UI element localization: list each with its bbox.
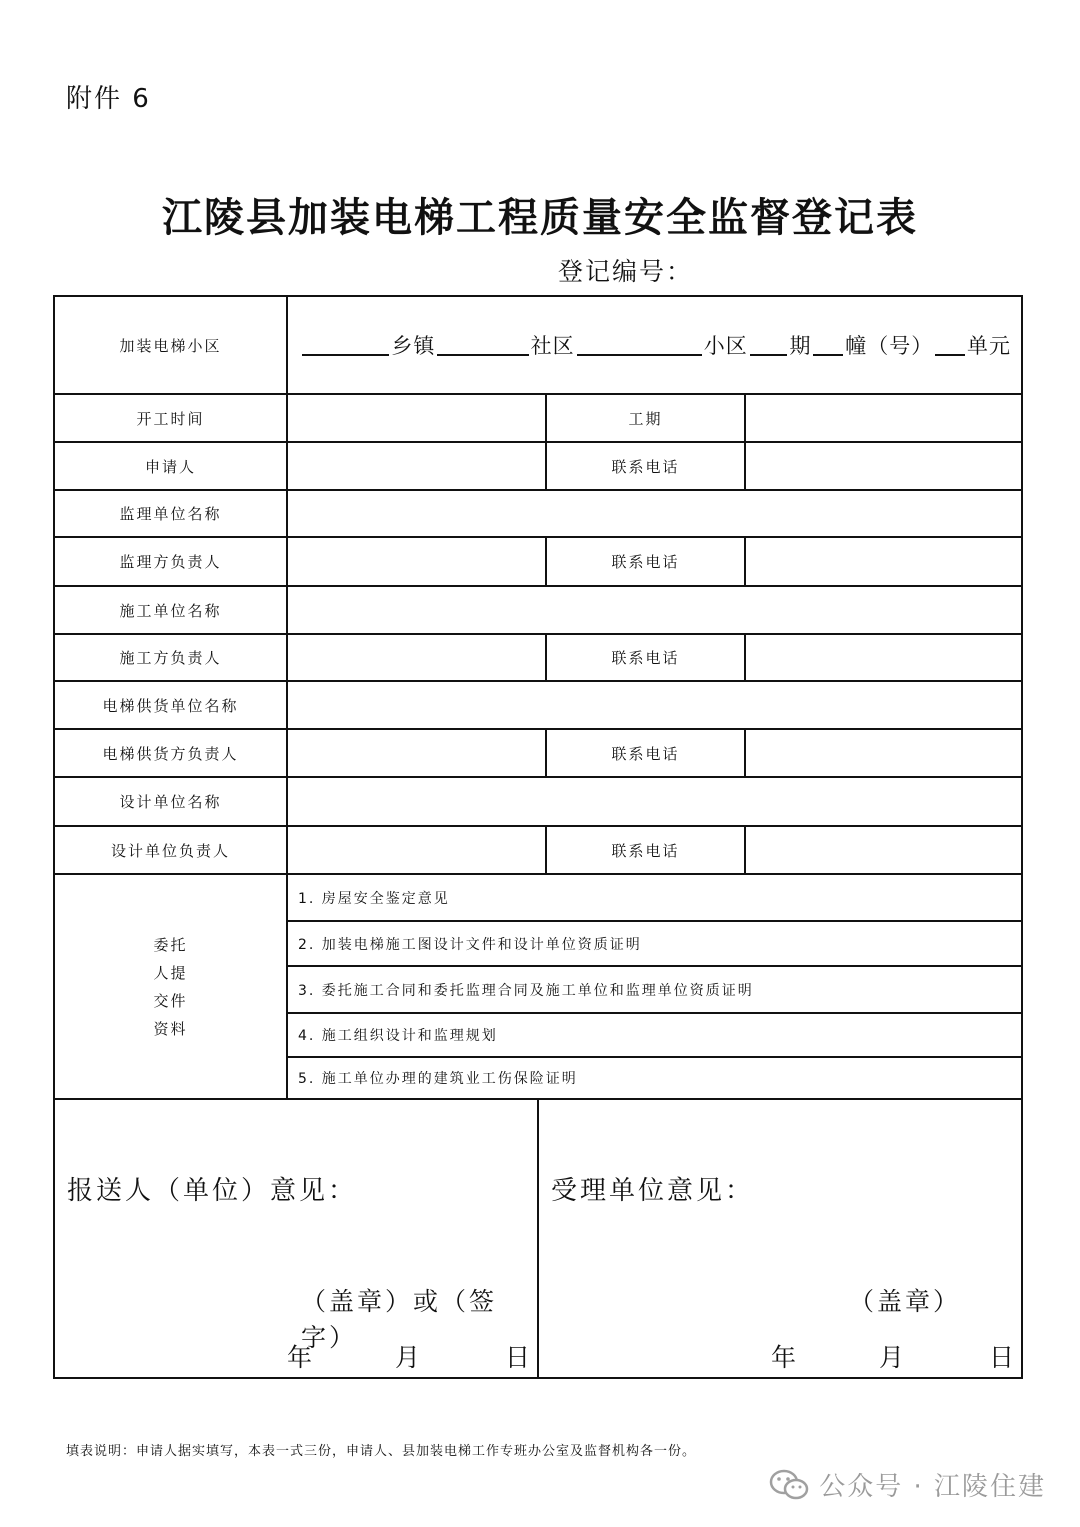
receiver-seal-text: （盖章） xyxy=(849,1287,962,1316)
receiver-date-year: 年 xyxy=(771,1343,797,1372)
watermark-text: 公众号 · 江陵住建 xyxy=(819,1472,1046,1502)
supplier-head-field[interactable] xyxy=(288,730,547,776)
fill-instructions: 填表说明：申请人据实填写，本表一式三份，申请人、县加装电梯工作专班办公室及监督机构各一份。 xyxy=(66,1444,697,1459)
supplier-head-label: 电梯供货方负责人 xyxy=(55,730,288,776)
page-title: 江陵县加装电梯工程质量安全监督登记表 xyxy=(162,194,918,241)
form-row-applicant xyxy=(55,441,1021,489)
estate-text: 小区 xyxy=(703,334,748,358)
document-item-3[interactable]: 3. 委托施工合同和委托监理合同及施工单位和监理单位资质证明 xyxy=(288,965,1021,1012)
estate-blank[interactable] xyxy=(577,334,702,356)
submitter-seal-text: （盖章）或（签字） xyxy=(301,1287,498,1352)
community-label: 加装电梯小区 xyxy=(55,297,288,393)
community-row xyxy=(55,297,1021,393)
form-row-construction-unit xyxy=(55,585,1021,633)
community-blank[interactable] xyxy=(437,334,528,356)
start-date-field[interactable] xyxy=(288,395,547,441)
phase-blank[interactable] xyxy=(750,334,788,356)
supplier-unit-field[interactable] xyxy=(288,682,1021,728)
construction-phone-field[interactable] xyxy=(746,635,1021,680)
supervisor-unit-field[interactable] xyxy=(288,491,1021,536)
form-row-start-date xyxy=(55,393,1021,441)
form-row-design-head xyxy=(55,825,1021,873)
design-head-label: 设计单位负责人 xyxy=(55,827,288,873)
form-row-construction-head xyxy=(55,633,1021,680)
submitter-date-day: 日 xyxy=(505,1343,531,1372)
supervisor-head-label: 监理方负责人 xyxy=(55,538,288,585)
attachment-label: 附件 6 xyxy=(66,84,151,114)
documents-label-line: 人提 xyxy=(153,963,188,982)
form-row-supervisor-head xyxy=(55,536,1021,585)
building-text: 幢（号） xyxy=(845,334,934,358)
design-phone-label: 联系电话 xyxy=(547,827,746,873)
supplier-phone-field[interactable] xyxy=(746,730,1021,776)
document-item-4[interactable]: 4. 施工组织设计和监理规划 xyxy=(288,1012,1021,1056)
unit-blank[interactable] xyxy=(935,334,965,356)
supervisor-phone-label: 联系电话 xyxy=(547,538,746,585)
applicant-phone-field[interactable] xyxy=(746,443,1021,489)
township-blank[interactable] xyxy=(302,334,389,356)
submitter-opinion-title: 报送人（单位）意见： xyxy=(67,1176,358,1206)
receiver-opinion-title: 受理单位意见： xyxy=(551,1176,755,1206)
receiver-opinion-box[interactable] xyxy=(539,1100,1021,1377)
phase-text: 期 xyxy=(789,334,812,358)
supervisor-phone-field[interactable] xyxy=(746,538,1021,585)
construction-head-field[interactable] xyxy=(288,635,547,680)
submitter-date-month: 月 xyxy=(395,1343,421,1372)
documents-label-line: 委托 xyxy=(153,935,188,954)
start-date-label: 开工时间 xyxy=(55,395,288,441)
supervisor-unit-label: 监理单位名称 xyxy=(55,491,288,536)
applicant-label: 申请人 xyxy=(55,443,288,489)
form-row-supplier-unit xyxy=(55,680,1021,728)
wechat-icon xyxy=(769,1468,809,1502)
duration-field[interactable] xyxy=(746,395,1021,441)
form-row-supervisor-unit xyxy=(55,489,1021,536)
design-unit-label: 设计单位名称 xyxy=(55,778,288,825)
receiver-date-day: 日 xyxy=(989,1343,1015,1372)
opinions-section xyxy=(55,1098,1021,1377)
design-head-field[interactable] xyxy=(288,827,547,873)
document-item-5[interactable]: 5. 施工单位办理的建筑业工伤保险证明 xyxy=(288,1056,1021,1098)
submitter-opinion-box[interactable] xyxy=(55,1100,539,1377)
document-item-2[interactable]: 2. 加装电梯施工图设计文件和设计单位资质证明 xyxy=(288,920,1021,965)
registration-number-label: 登记编号： xyxy=(558,257,694,286)
design-unit-field[interactable] xyxy=(288,778,1021,825)
duration-label: 工期 xyxy=(547,395,746,441)
construction-head-label: 施工方负责人 xyxy=(55,635,288,680)
township-text: 乡镇 xyxy=(391,334,436,358)
form-row-supplier-head xyxy=(55,728,1021,776)
supervisor-head-field[interactable] xyxy=(288,538,547,585)
document-item-1[interactable]: 1. 房屋安全鉴定意见 xyxy=(298,890,450,907)
watermark xyxy=(769,1466,1046,1503)
building-blank[interactable] xyxy=(813,334,843,356)
unit-text: 单元 xyxy=(967,334,1011,358)
construction-unit-label: 施工单位名称 xyxy=(55,587,288,633)
registration-form xyxy=(53,295,1023,1379)
documents-label-line: 交件 xyxy=(153,991,188,1010)
receiver-date-month: 月 xyxy=(879,1343,905,1372)
supplier-phone-label: 联系电话 xyxy=(547,730,746,776)
documents-label-line: 资料 xyxy=(153,1019,188,1038)
documents-section xyxy=(55,873,1021,1098)
supplier-unit-label: 电梯供货单位名称 xyxy=(55,682,288,728)
construction-phone-label: 联系电话 xyxy=(547,635,746,680)
community-text: 社区 xyxy=(530,334,575,358)
community-address[interactable] xyxy=(300,297,1011,393)
construction-unit-field[interactable] xyxy=(288,587,1021,633)
documents-label xyxy=(55,875,288,1098)
design-phone-field[interactable] xyxy=(746,827,1021,873)
form-row-design-unit xyxy=(55,776,1021,825)
applicant-field[interactable] xyxy=(288,443,547,489)
applicant-phone-label: 联系电话 xyxy=(547,443,746,489)
submitter-date-year: 年 xyxy=(287,1343,313,1372)
